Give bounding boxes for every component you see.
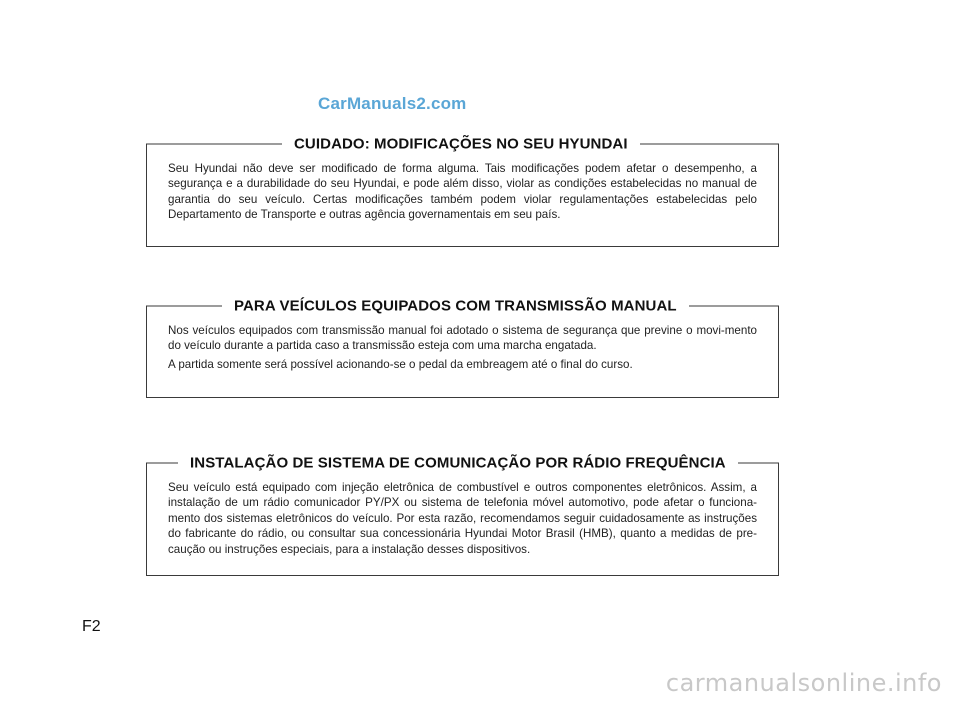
section-paragraph: Nos veículos equipados com transmissão manual foi adotado o sistema de segurança que previne o movi-mento do veículo durante a partida caso a transmissão esteja com uma marcha engatada. [168, 324, 757, 353]
section-body [147, 306, 778, 385]
header-rule-left [146, 463, 178, 464]
section-body [147, 144, 778, 236]
watermark-carmanualsonline: carmanualsonline.info [665, 669, 942, 697]
page-number: F2 [82, 618, 101, 635]
notice-box-radio-installation [146, 454, 779, 576]
section-paragraph: A partida somente será possível acionando-se o pedal da embreagem até o final do curso. [168, 357, 633, 371]
header-rule-right [738, 463, 779, 464]
header-rule-right [689, 306, 779, 307]
header-rule-left [146, 306, 222, 307]
section-paragraph: Seu Hyundai não deve ser modificado de forma alguma. Tais modificações podem afetar o desempenho, a segurança e a durabilidade do seu Hyundai, e pode além disso, violar as condições estabelecidas no manual de garantia do seu veículo. Certas modificações também podem violar regulamentações estabelecidas pelo Departamento de Transporte e outras agência governamentais em seu país. [168, 162, 757, 222]
section-paragraph: Seu veículo está equipado com injeção eletrônica de combustível e outros componentes eletrônicos. Assim, a instalação de um rádio comunicador PY/PX ou sistema de telefonia móvel automotivo, pode afetar o funciona-mento dos sistemas eletrônicos do veículo. Por esta razão, recomendamos seguir cuidadosamente as instruções do fabricante do rádio, ou consultar sua concessionária Hyundai Motor Brasil (HMB), quanto a medidas de pre-caução ou instruções especiais, para a instalação desses dispositivos. [168, 481, 757, 556]
notice-box-modifications [146, 135, 779, 247]
section-title: CUIDADO: MODIFICAÇÕES NO SEU HYUNDAI [294, 135, 628, 153]
notice-box-manual-transmission [146, 297, 779, 398]
header-rule-right [640, 144, 779, 145]
header-rule-left [146, 144, 282, 145]
section-title: PARA VEÍCULOS EQUIPADOS COM TRANSMISSÃO MANUAL [234, 297, 677, 315]
notice-box-header [146, 455, 779, 472]
notice-box-header [146, 136, 779, 153]
section-body [147, 463, 778, 570]
section-title: INSTALAÇÃO DE SISTEMA DE COMUNICAÇÃO POR RÁDIO FREQUÊNCIA [190, 454, 726, 472]
notice-box-header [146, 298, 779, 315]
watermark-carmanuals2: CarManuals2.com [318, 94, 467, 113]
